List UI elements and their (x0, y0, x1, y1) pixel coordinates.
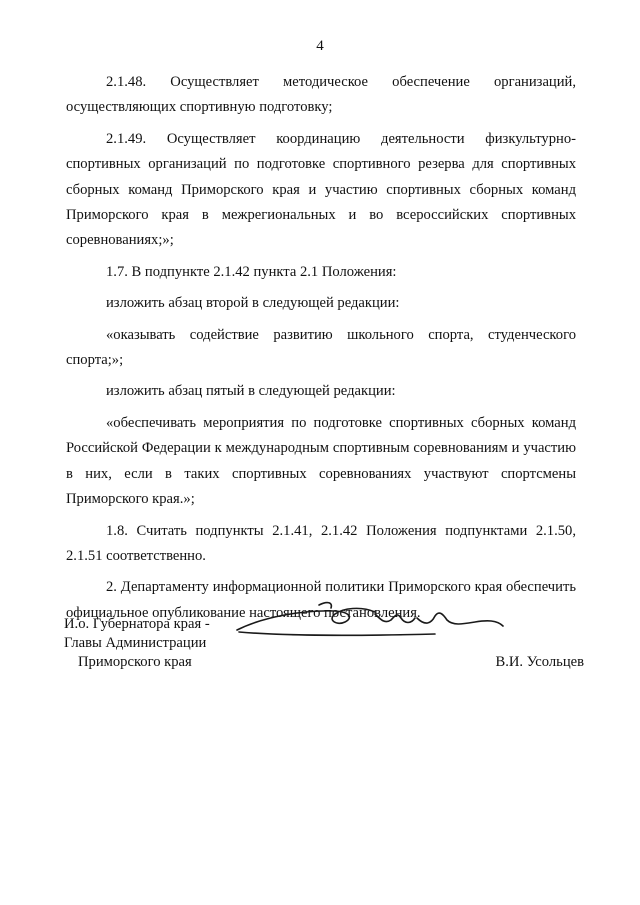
signatory-position (64, 615, 210, 672)
paragraph-2-1-48: 2.1.48. Осуществляет методическое обеспечение организаций, осуществляющих спортивную подготовку; (66, 74, 576, 116)
paragraph-1-7: 1.7. В подпункте 2.1.42 пункта 2.1 Положения: (106, 263, 397, 280)
page-number: 4 (316, 38, 324, 54)
paragraph-1-8: 1.8. Считать подпункты 2.1.41, 2.1.42 Положения подпунктами 2.1.50, 2.1.51 соответственно. (66, 522, 576, 564)
paragraph-quote-school-sport: «оказывать содействие развитию школьного спорта, студенческого спорта;»; (66, 326, 576, 369)
paragraph-2-publication: 2. Департаменту информационной политики Приморского края обеспечить официальное опубликование настоящего постановления. (66, 579, 576, 621)
position-line-3: Приморского края (78, 654, 192, 670)
position-line-2: Главы Администрации (64, 635, 207, 651)
document-body (66, 70, 576, 632)
paragraph-amend-fifth: изложить абзац пятый в следующей редакции: (106, 383, 396, 400)
position-line-1: И.о. Губернатора края - (64, 616, 210, 632)
paragraph-quote-national-teams: «обеспечивать мероприятия по подготовке спортивных сборных команд Российской Федерации к международным спортивным соревнованиям и участию в них, если в таких спортивных соревнованиях участвуют спортсмены Приморского края.»; (66, 414, 576, 508)
paragraph-2-1-49: 2.1.49. Осуществляет координацию деятельности физкультурно-спортивных организаций по подготовке спортивного резерва для спортивных сборных команд Приморского края и участию спортивных сборных команд Приморского края в межрегиональных и во всероссийских спортивных соревнованиях;»; (66, 130, 576, 249)
signatory-name: В.И. Усольцев (495, 654, 584, 670)
handwritten-signature (235, 596, 505, 646)
paragraph-amend-second: изложить абзац второй в следующей редакции: (106, 295, 400, 312)
